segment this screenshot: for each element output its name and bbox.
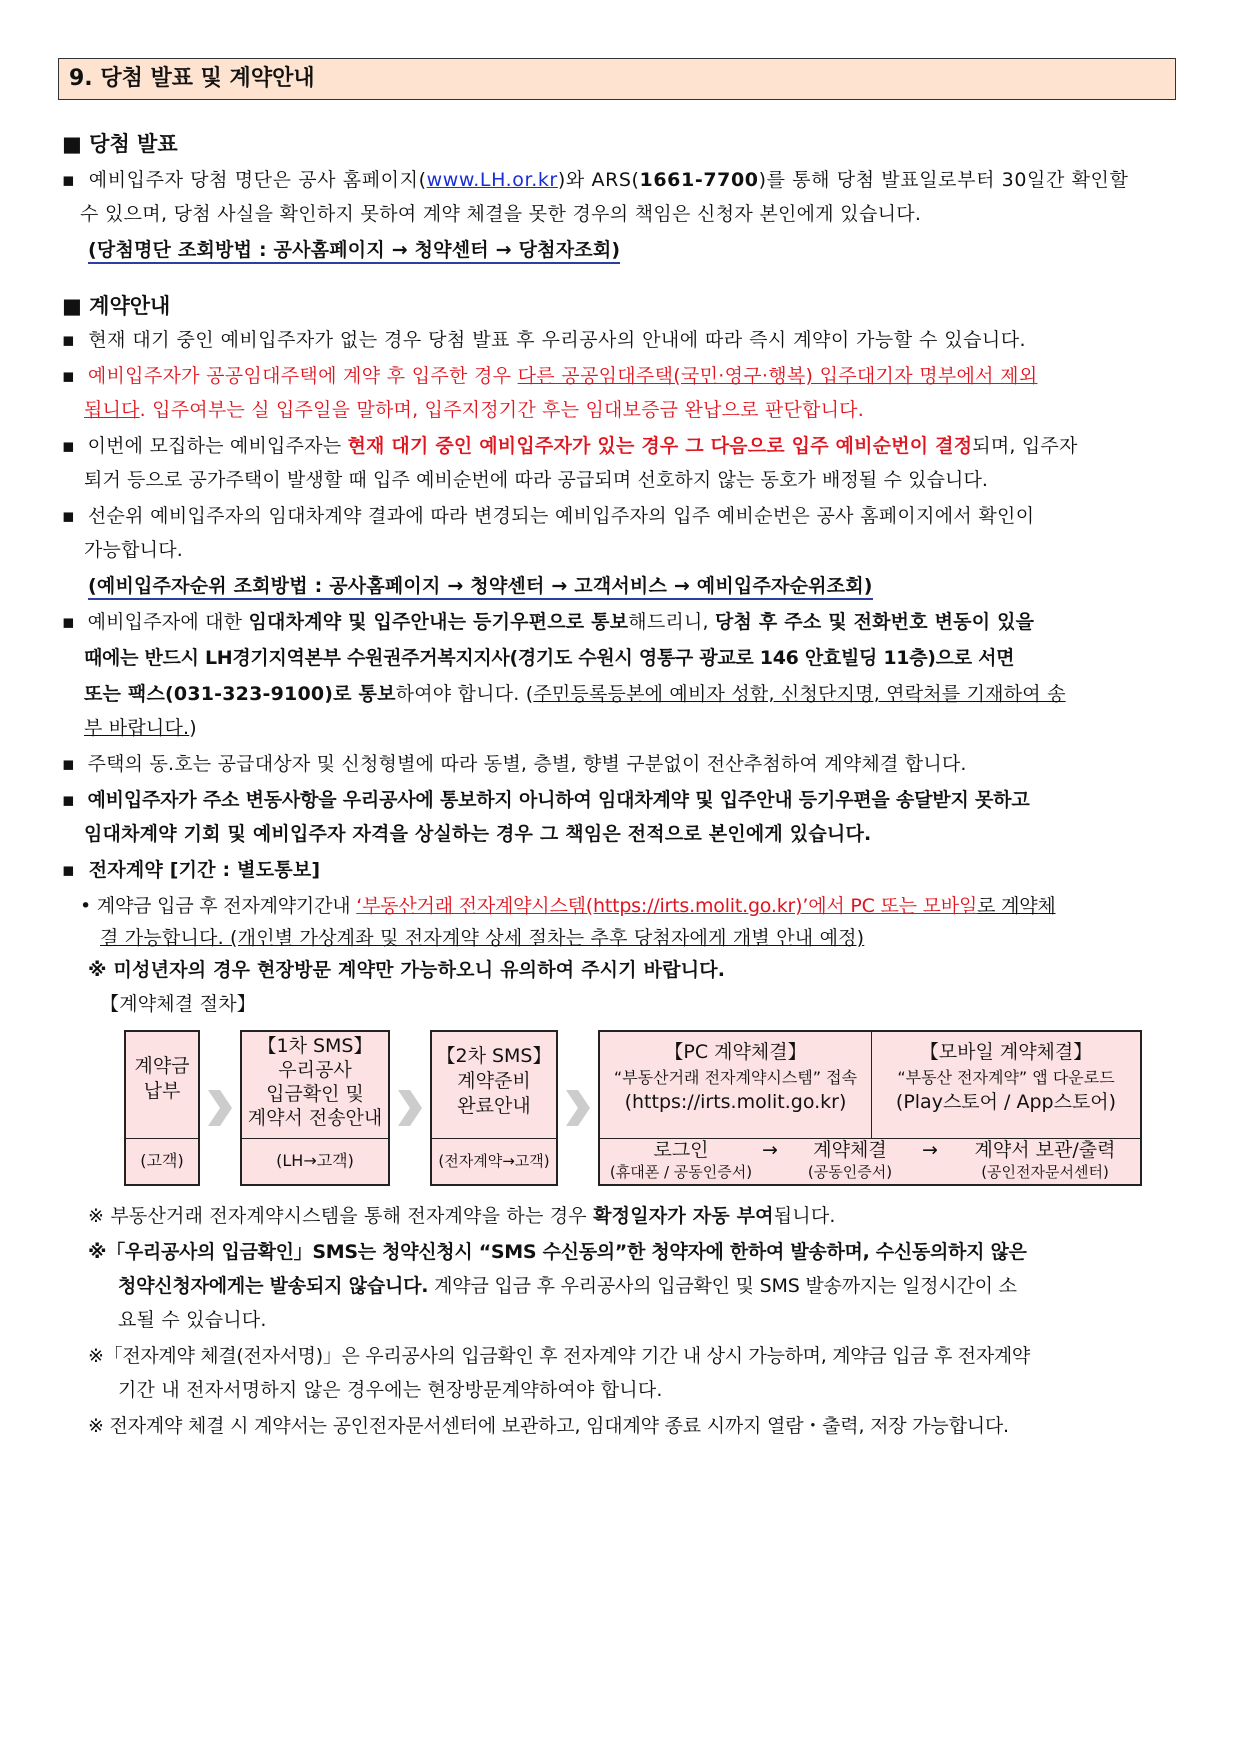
pc-contract-panel: 【PC 계약체결】 “부동산거래 전자계약시스템” 접속 (https://irts.molit.go.kr) xyxy=(600,1032,872,1138)
reserve-rank-lookup-method: (예비입주자순위 조회방법 : 공사홈페이지 → 청약센터 → 고객서비스 → 예비입주자순위조회) xyxy=(88,572,1206,600)
contract-heading: ■ 계약안내 xyxy=(62,294,171,318)
contract-item-4-cont: 가능합니다. xyxy=(84,539,184,561)
contract-item-2-cont: 됩니다. 입주여부는 실 입주일을 말하며, 입주지정기간 후는 임대보증금 완납으로 판단합니다. xyxy=(84,399,864,421)
note-1: ※ 부동산거래 전자계약시스템을 통해 전자계약을 하는 경우 확정일자가 자동 부여됩니다. xyxy=(88,1205,836,1227)
step-econtract-box xyxy=(598,1030,1142,1186)
note-2: ※「우리공사의 입금확인」SMS는 청약신청시 “SMS 수신동의”한 청약자에 한하여 발송하며, 수신동의하지 않은 xyxy=(88,1241,1027,1263)
announce-lookup-method: (당첨명단 조회방법 : 공사홈페이지 → 청약센터 → 당첨자조회) xyxy=(88,236,1206,264)
note-3: ※「전자계약 체결(전자서명)」은 우리공사의 입금확인 후 전자계약 기간 내 상시 가능하며, 계약금 입금 후 전자계약 xyxy=(88,1345,1030,1367)
announce-heading: ■ 당첨 발표 xyxy=(62,132,178,156)
econtract-detail-cont: 결 가능합니다. (개인별 가상계좌 및 전자계약 상세 절차는 추후 당첨자에게 개별 안내 예정) xyxy=(100,927,865,949)
econtract-detail: • 계약금 입금 후 전자계약기간내 ‘부동산거래 전자계약시스템(https://irts.molit.go.kr)’에서 PC 또는 모바일로 계약체 xyxy=(80,895,1056,917)
mobile-contract-panel: 【모바일 계약체결】 “부동산 전자계약” 앱 다운로드 (Play스토어 / App스토어) xyxy=(895,1041,1117,1113)
flow-arrow-icon xyxy=(566,1090,590,1126)
note-4: ※ 전자계약 체결 시 계약서는 공인전자문서센터에 보관하고, 임대계약 종료 시까지 열람・출력, 저장 가능합니다. xyxy=(88,1415,1009,1437)
flow-arrow-icon xyxy=(208,1090,232,1126)
contract-item-2: ▪ 예비입주자가 공공임대주택에 계약 후 입주한 경우 다른 공공임대주택(국민·영구·행복) 입주대기자 명부에서 제외 xyxy=(62,365,1038,387)
contract-item-3: ▪ 이번에 모집하는 예비입주자는 현재 대기 중인 예비입주자가 있는 경우 그 다음으로 입주 예비순번이 결정되며, 입주자 xyxy=(62,435,1078,457)
flow-arrow-icon xyxy=(398,1090,422,1126)
lh-homepage-link[interactable]: www.LH.or.kr xyxy=(426,169,558,191)
contract-item-6: ▪ 주택의 동.호는 공급대상자 및 신청형별에 따라 동별, 층별, 향별 구분없이 전산추첨하여 계약체결 합니다. xyxy=(62,753,967,775)
announce-line-2: 수 있으며, 당첨 사실을 확인하지 못하여 계약 체결을 못한 경우의 책임은 신청자 본인에게 있습니다. xyxy=(80,203,922,225)
contract-item-1: ▪ 현재 대기 중인 예비입주자가 없는 경우 당첨 발표 후 우리공사의 안내에 따라 즉시 계약이 가능할 수 있습니다. xyxy=(62,329,1027,351)
procedure-heading: 【계약체결 절차】 xyxy=(100,993,256,1015)
contract-item-5-cont-3: 부 바랍니다.) xyxy=(84,717,197,739)
contract-item-5-cont-2: 또는 팩스(031-323-9100)로 통보하여야 합니다. (주민등록등본에 예비자 성함, 신청단지명, 연락처를 기재하여 송 xyxy=(84,683,1066,705)
announce-line-1: ▪ 예비입주자 당첨 명단은 공사 홈페이지(www.LH.or.kr)와 ARS(1661-7700)를 통해 당첨 발표일로부터 30일간 확인할 xyxy=(62,169,1129,191)
section-title: 9. 당첨 발표 및 계약안내 xyxy=(58,58,1176,100)
contract-item-4: ▪ 선순위 예비입주자의 임대차계약 결과에 따라 변경되는 예비입주자의 입주 예비순번은 공사 홈페이지에서 확인이 xyxy=(62,505,1035,527)
step-deposit-box: 계약금 납부 (고객) xyxy=(124,1030,200,1186)
contract-item-7-cont: 임대차계약 기회 및 예비입주자 자격을 상실하는 경우 그 책임은 전적으로 본인에게 있습니다. xyxy=(84,823,872,845)
step-sms2-box: 【2차 SMS】 계약준비 완료안내 (전자계약→고객) xyxy=(430,1030,558,1186)
irts-link[interactable]: ‘부동산거래 전자계약시스템(https://irts.molit.go.kr)’에서 PC 또는 모바일 xyxy=(356,895,978,917)
contract-item-5: ▪ 예비입주자에 대한 임대차계약 및 입주안내는 등기우편으로 통보해드리니, 당첨 후 주소 및 전화번호 변동이 있을 xyxy=(62,611,1035,633)
note-2-cont: 청약신청자에게는 발송되지 않습니다. 계약금 입금 후 우리공사의 입금확인 및 SMS 발송까지는 일정시간이 소 xyxy=(118,1275,1017,1297)
econtract-steps: 로그인 (휴대폰 / 공동인증서) → 계약체결 (공동인증서) → 계약서 보관/출력 (공인전자문서센터) xyxy=(600,1138,1140,1187)
contract-item-8: ▪ 전자계약 [기간 : 별도통보] xyxy=(62,859,321,881)
step-sms1-box: 【1차 SMS】 우리공사 입금확인 및 계약서 전송안내 (LH→고객) xyxy=(240,1030,390,1186)
note-3-cont: 기간 내 전자서명하지 않은 경우에는 현장방문계약하여야 합니다. xyxy=(118,1379,663,1401)
contract-item-5-cont-1: 때에는 반드시 LH경기지역본부 수원권주거복지지사(경기도 수원시 영통구 광교로 146 안효빌딩 11층)으로 서면 xyxy=(84,647,1015,669)
contract-item-3-cont: 퇴거 등으로 공가주택이 발생할 때 입주 예비순번에 따라 공급되며 선호하지 않는 동호가 배정될 수 있습니다. xyxy=(84,469,989,491)
bullet: ▪ xyxy=(62,169,76,191)
minor-notice: ※ 미성년자의 경우 현장방문 계약만 가능하오니 유의하여 주시기 바랍니다. xyxy=(88,959,726,981)
note-2-cont-2: 요될 수 있습니다. xyxy=(118,1309,267,1331)
contract-item-7: ▪ 예비입주자가 주소 변동사항을 우리공사에 통보하지 아니하여 임대차계약 및 입주안내 등기우편을 송달받지 못하고 xyxy=(62,789,1030,811)
